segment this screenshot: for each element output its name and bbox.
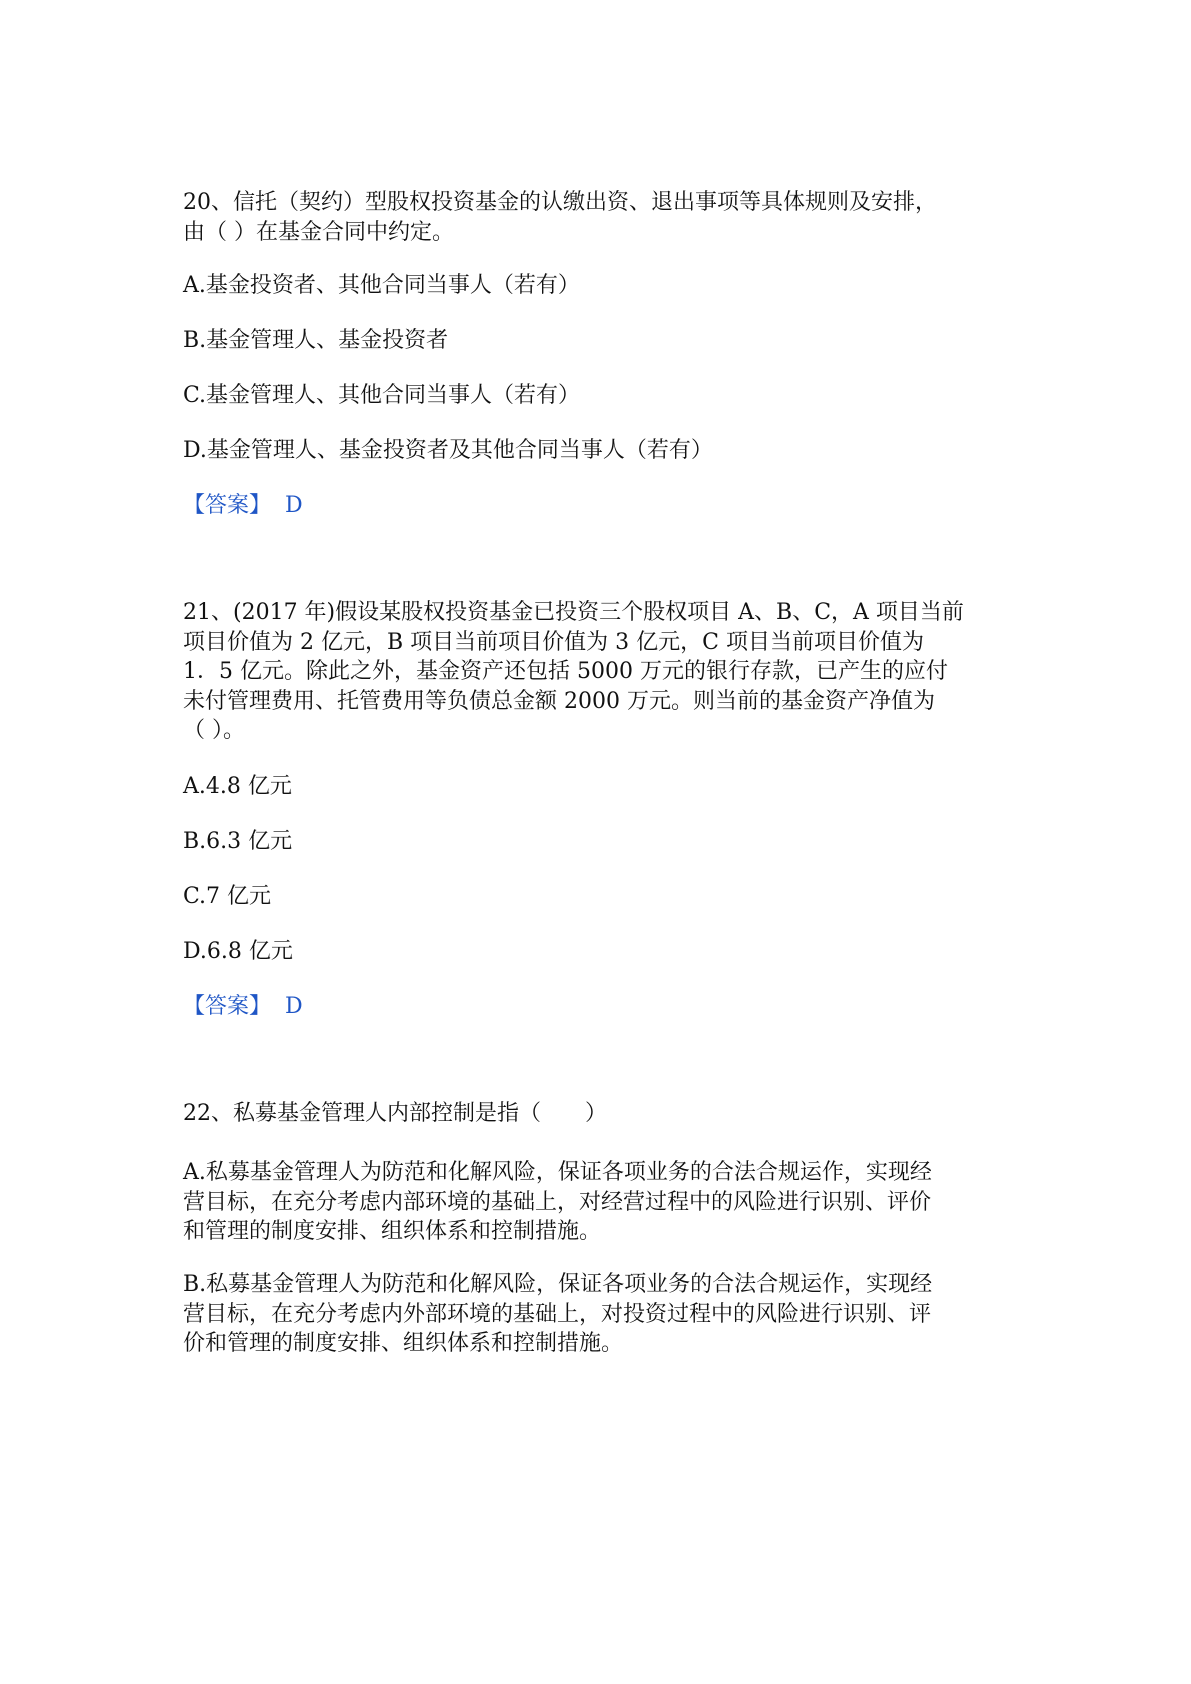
question-21-option-d xyxy=(183,937,1013,967)
option-line: 营目标，在充分考虑内外部环境的基础上，对投资过程中的风险进行识别、评 xyxy=(183,1301,932,1327)
option-text: D.6.8 亿元 xyxy=(183,939,293,964)
option-text: C.基金管理人、其他合同当事人（若有） xyxy=(183,383,581,408)
question-21-option-c xyxy=(183,882,1013,912)
question-21-answer xyxy=(183,992,303,1022)
answer-label: 【答案】 xyxy=(183,994,272,1019)
question-21-option-a xyxy=(183,772,1013,802)
stem-line: 22、私募基金管理人内部控制是指（ ） xyxy=(183,1101,607,1126)
answer-value: D xyxy=(285,994,303,1019)
option-line: A.私募基金管理人为防范和化解风险，保证各项业务的合法合规运作，实现经 xyxy=(183,1160,932,1185)
question-20-option-a xyxy=(183,271,1013,301)
stem-line: 21、(2017 年)假设某股权投资基金已投资三个股权项目 A、B、C，A 项目当前 xyxy=(183,600,964,625)
stem-line: 1．5 亿元。除此之外，基金资产还包括 5000 万元的银行存款，已产生的应付 xyxy=(183,659,948,684)
option-line: 营目标，在充分考虑内部环境的基础上，对经营过程中的风险进行识别、评价 xyxy=(183,1189,932,1215)
option-text: B.基金管理人、基金投资者 xyxy=(183,328,449,353)
question-20-answer xyxy=(183,491,303,521)
option-line: 和管理的制度安排、组织体系和控制措施。 xyxy=(183,1219,602,1244)
question-22-option-a xyxy=(183,1158,1013,1247)
question-22-stem xyxy=(183,1099,1013,1129)
option-line: 价和管理的制度安排、组织体系和控制措施。 xyxy=(183,1331,624,1356)
answer-value: D xyxy=(285,493,303,518)
option-text: D.基金管理人、基金投资者及其他合同当事人（若有） xyxy=(183,438,713,463)
answer-label: 【答案】 xyxy=(183,493,272,518)
option-line: B.私募基金管理人为防范和化解风险，保证各项业务的合法合规运作，实现经 xyxy=(183,1272,933,1297)
question-21-option-b xyxy=(183,827,1013,857)
question-22-option-b xyxy=(183,1270,1013,1359)
stem-line: 20、信托（契约）型股权投资基金的认缴出资、退出事项等具体规则及安排， xyxy=(183,190,937,215)
stem-line: （ ）。 xyxy=(183,718,245,743)
stem-line: 项目价值为 2 亿元，B 项目当前项目价值为 3 亿元，C 项目当前项目价值为 xyxy=(183,629,924,655)
stem-line: 未付管理费用、托管费用等负债总金额 2000 万元。则当前的基金资产净值为 xyxy=(183,688,935,714)
stem-line: 由（ ）在基金合同中约定。 xyxy=(183,219,454,245)
option-text: C.7 亿元 xyxy=(183,884,272,909)
question-20-option-d xyxy=(183,436,1013,466)
option-text: B.6.3 亿元 xyxy=(183,829,293,854)
question-21-stem xyxy=(183,598,1013,746)
question-20-option-b xyxy=(183,326,1013,356)
option-text: A.4.8 亿元 xyxy=(183,774,292,799)
question-20-stem xyxy=(183,188,1013,247)
option-text: A.基金投资者、其他合同当事人（若有） xyxy=(183,273,580,298)
question-20-option-c xyxy=(183,381,1013,411)
